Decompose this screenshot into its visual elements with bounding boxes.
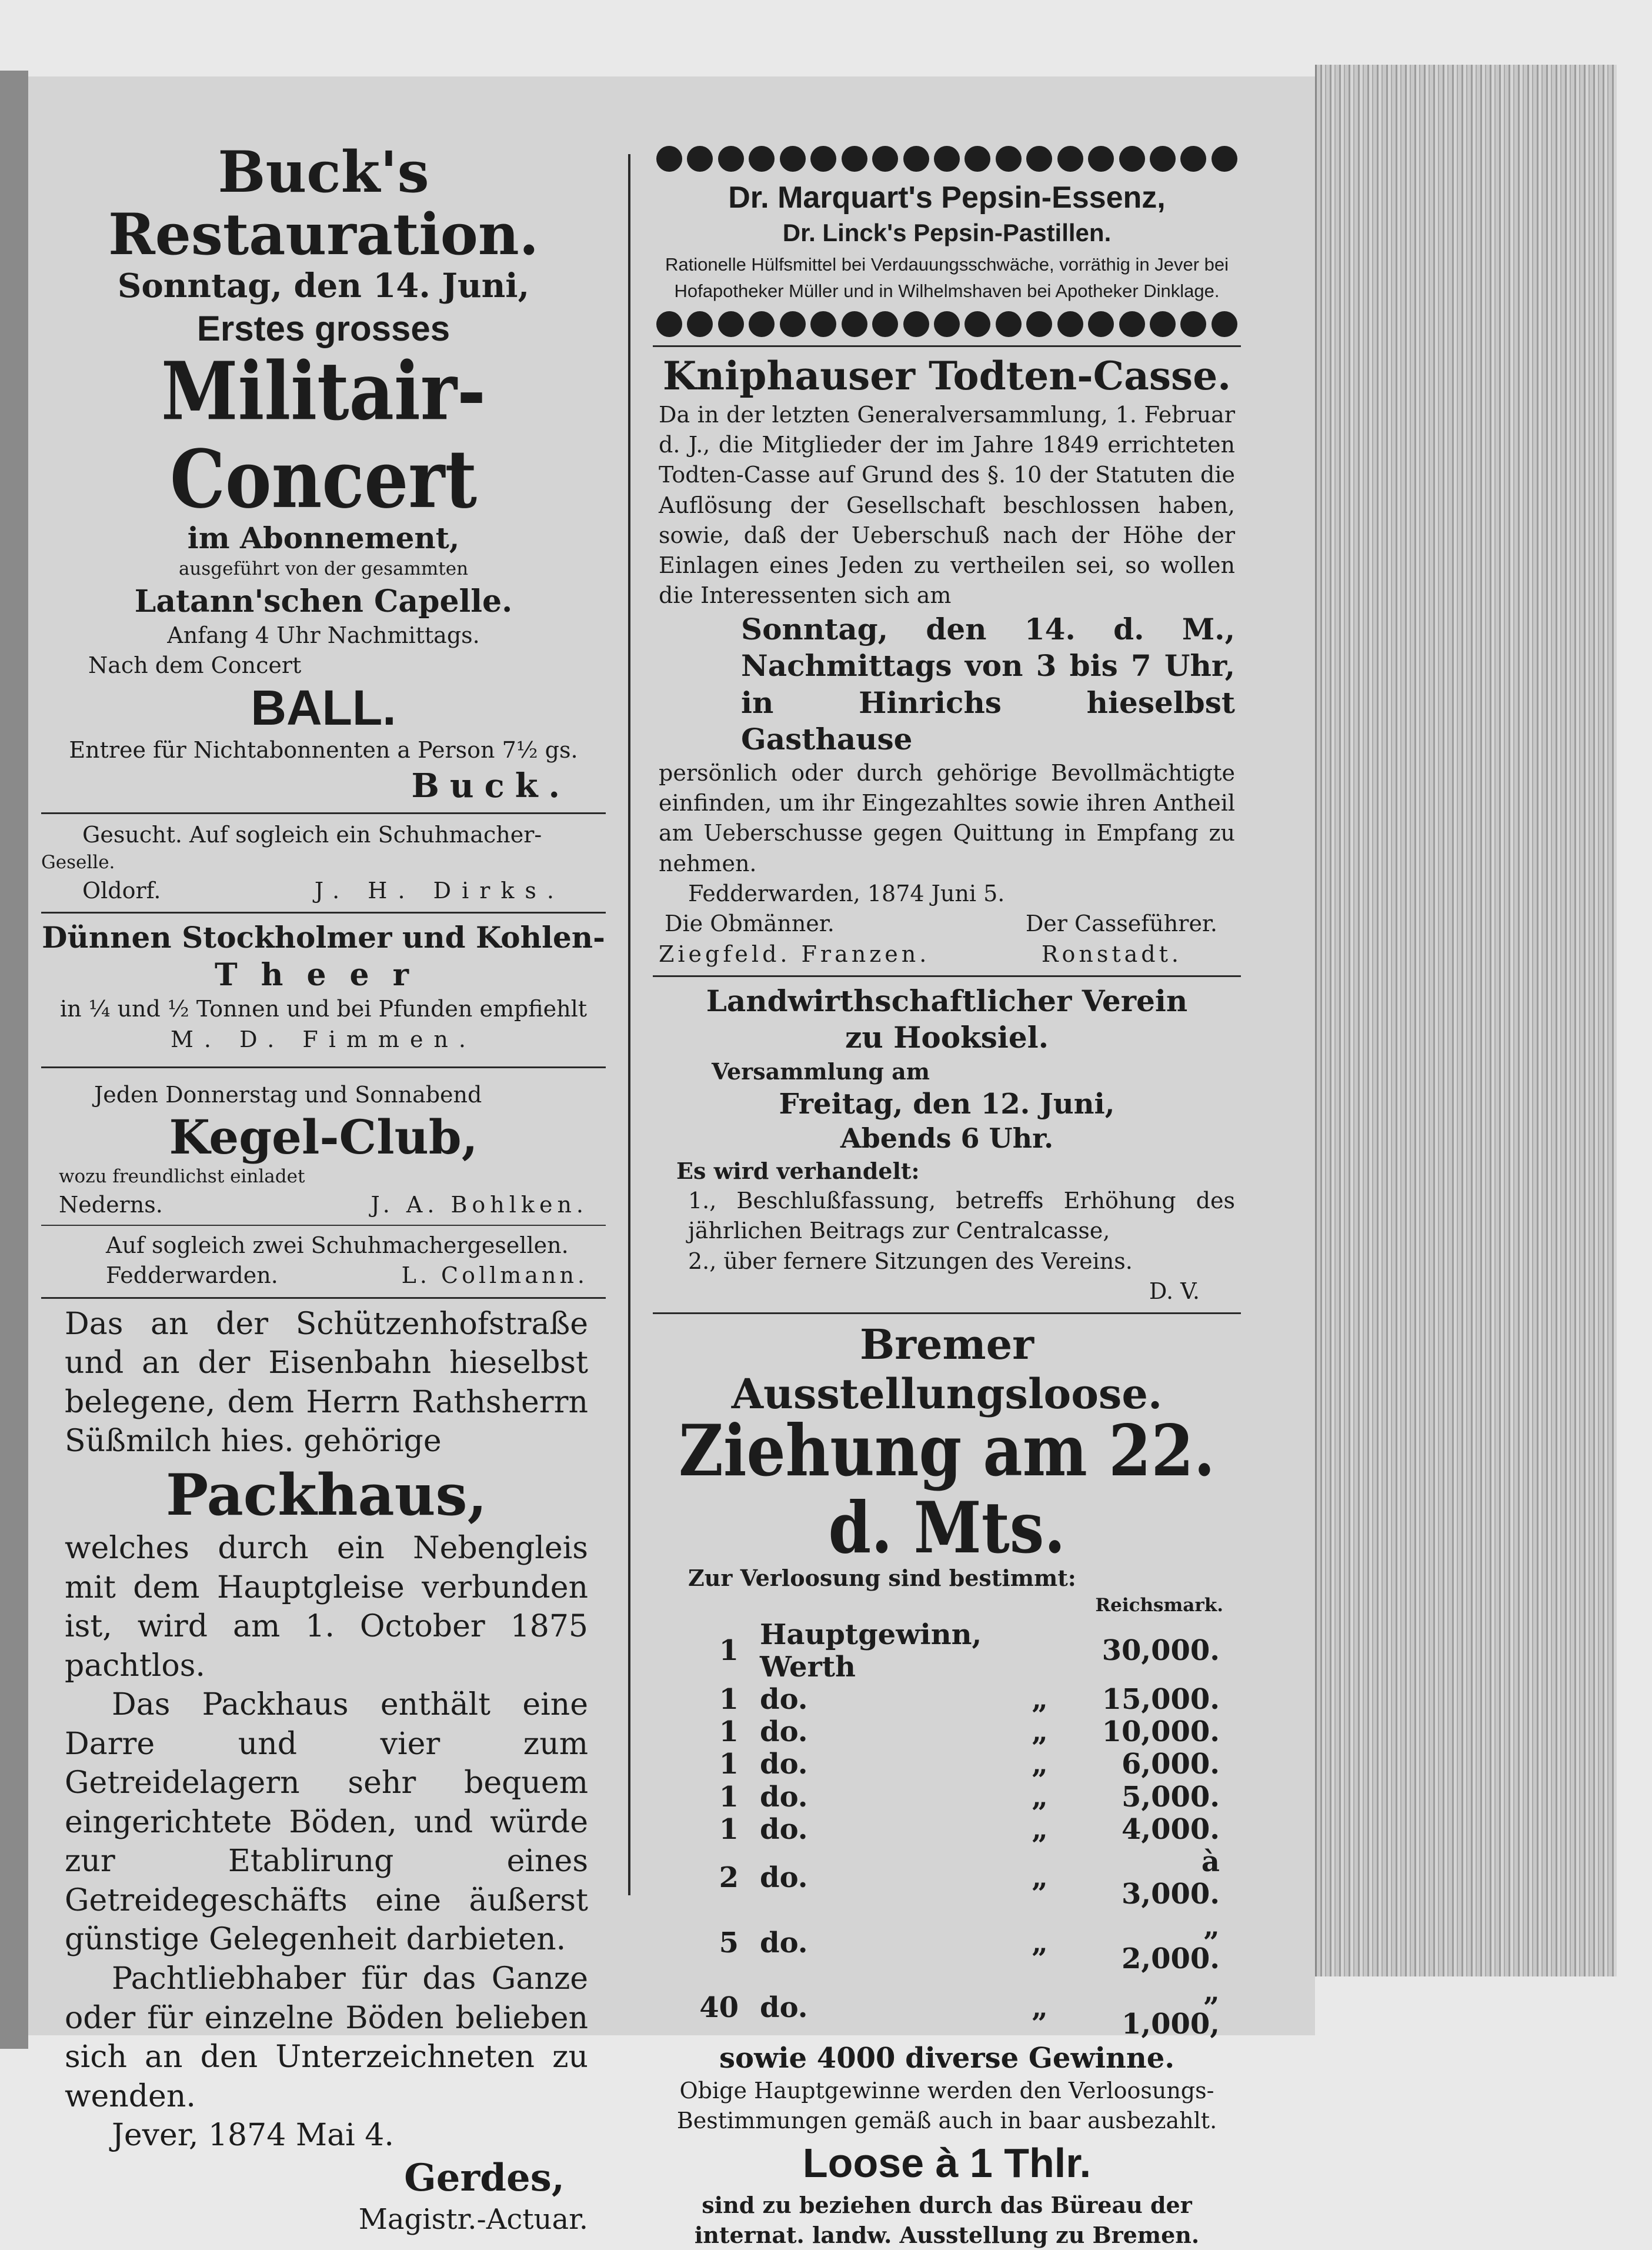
prize-amount: 30,000. bbox=[1102, 1634, 1220, 1668]
ornament-dot bbox=[718, 146, 744, 172]
ad-place: Oldorf. bbox=[82, 877, 161, 904]
ad-signature: Buck. bbox=[411, 766, 570, 805]
ad-subtitle: Erstes grosses bbox=[196, 309, 450, 349]
ad-time: Abends 6 Uhr. bbox=[840, 1122, 1054, 1155]
ornament-dot bbox=[749, 311, 775, 337]
prize-count: 1 bbox=[719, 1682, 739, 1716]
ornament-dot bbox=[872, 146, 898, 172]
ad-text: Versammlung am bbox=[712, 1058, 930, 1085]
ornament-dot bbox=[1150, 146, 1176, 172]
ad-headline: Dr. Marquart's Pepsin-Essenz, bbox=[728, 181, 1166, 215]
ad-text: Rationelle Hülfsmittel bei Verdauungsschwäche, vorräthig in Jever bei Hofapotheker Müller und in Wilhelmshaven bei Apotheker Dinklage. bbox=[665, 254, 1229, 301]
ditto-mark: „ bbox=[1032, 1682, 1048, 1716]
prize-count: 2 bbox=[719, 1861, 739, 1895]
ad-text: sowie 4000 diverse Gewinne. bbox=[719, 2042, 1175, 2075]
ornament-dot bbox=[1057, 146, 1083, 172]
table-row bbox=[663, 1619, 1230, 1684]
ad-signature: Ronstadt. bbox=[1041, 941, 1182, 967]
ad-currency: Reichsmark. bbox=[1095, 1595, 1223, 1616]
ad-date: Sonntag, den 14. Juni, bbox=[117, 266, 530, 306]
ad-bremer-loose bbox=[653, 1320, 1241, 2250]
ad-headline: Landwirthschaftlicher Verein bbox=[706, 983, 1188, 1018]
ad-role: Magistr.-Actuar. bbox=[358, 2202, 588, 2236]
ornament-dot bbox=[996, 146, 1022, 172]
ad-signature: Gerdes, bbox=[404, 2155, 565, 2200]
prize-amount: „ 1,000, bbox=[1121, 1975, 1220, 2041]
ad-ball: BALL. bbox=[251, 680, 396, 736]
ad-text: Das Packhaus enthält eine Darre und vier zum Getreidelagern sehr bequem eingerichtete Böden, und würde zur Etablirung eines Getreidegeschäfts eine äußerst günstige Gelegenheit darbieten. bbox=[65, 1687, 588, 1958]
ditto-mark: „ bbox=[1032, 1861, 1048, 1895]
ad-text: Jeden Donnerstag und Sonnabend bbox=[94, 1082, 482, 1108]
ad-todten-casse bbox=[653, 353, 1241, 969]
prize-count: 1 bbox=[719, 1780, 739, 1814]
ad-signature: M. D. Fimmen. bbox=[171, 1026, 476, 1052]
dot-border-bottom bbox=[656, 311, 1237, 339]
ad-text: welches durch ein Nebengleis mit dem Hauptgleise verbunden ist, wird am 1. October 1875 pachtlos. bbox=[65, 1530, 588, 1684]
ornament-dot bbox=[1026, 146, 1052, 172]
divider bbox=[41, 1066, 606, 1068]
ad-text: Latann'schen Capelle. bbox=[134, 583, 513, 619]
ad-text: Es wird verhandelt: bbox=[676, 1157, 920, 1184]
ad-gesucht bbox=[41, 820, 606, 906]
prize-amount: „ 2,000. bbox=[1121, 1910, 1220, 1976]
ad-item: 2., über fernere Sitzungen des Vereins. bbox=[688, 1248, 1133, 1274]
ad-headline: Packhaus, bbox=[165, 1461, 488, 1528]
prize-count: 40 bbox=[699, 1991, 739, 2025]
ad-text: ausgeführt von der gesammten bbox=[178, 558, 469, 580]
ad-role: Der Casseführer. bbox=[1025, 911, 1217, 937]
ad-packhaus bbox=[41, 1305, 606, 2238]
prize-description: do. bbox=[760, 1861, 808, 1895]
table-row bbox=[663, 1716, 1230, 1748]
ad-text: Zur Verloosung sind bestimmt: bbox=[688, 1564, 1076, 1591]
ad-text: Das an der Schützenhofstraße und an der Eisenbahn hieselbst belegene, dem Herrn Rathsherrn Süßmilch hies. gehörige bbox=[65, 1306, 588, 1459]
table-row bbox=[663, 1911, 1230, 1975]
table-row bbox=[663, 1781, 1230, 1814]
ad-text: persönlich oder durch gehörige Bevollmächtigte einfinden, um ihr Eingezahltes sowie ihren Antheil am Ueberschusse gegen Quittung in Empfang zu nehmen. bbox=[659, 759, 1235, 876]
ornament-dot bbox=[810, 146, 836, 172]
ornament-dot bbox=[903, 311, 929, 337]
table-row bbox=[663, 1684, 1230, 1716]
ornament-dot bbox=[687, 146, 713, 172]
ad-text: Gesucht. Auf sogleich ein Schuhmacher- bbox=[82, 821, 542, 848]
ad-signature: J. H. Dirks. bbox=[314, 877, 565, 904]
prize-amount: 6,000. bbox=[1121, 1748, 1220, 1781]
divider bbox=[653, 975, 1241, 977]
ad-headline: Kegel-Club, bbox=[169, 1109, 478, 1165]
ad-kegel-club bbox=[41, 1080, 606, 1220]
ornament-dot bbox=[1212, 311, 1237, 337]
ad-text: Pachtliebhaber für das Ganze oder für einzelne Böden belieben sich an den Unterzeichneten zu wenden. bbox=[65, 1961, 588, 2114]
ornament-dot bbox=[656, 146, 682, 172]
table-row bbox=[663, 1748, 1230, 1781]
column-divider bbox=[628, 154, 630, 1895]
ad-text: Entree für Nichtabonnenten a Person 7½ gs. bbox=[69, 736, 578, 763]
ornament-dot bbox=[810, 311, 836, 337]
ad-text: Obige Hauptgewinne werden den Verloosungs-Bestimmungen gemäß auch in baar ausbezahlt. bbox=[676, 2078, 1217, 2134]
ditto-mark bbox=[994, 1619, 1086, 1684]
table-row bbox=[663, 1976, 1230, 2041]
ornament-dot bbox=[1088, 311, 1114, 337]
ad-place: Fedderwarden. bbox=[106, 1262, 278, 1289]
left-column bbox=[41, 141, 606, 2238]
ornament-dot bbox=[842, 311, 867, 337]
divider bbox=[653, 345, 1241, 347]
prize-description: do. bbox=[760, 1991, 808, 2025]
ad-date: Fedderwarden, 1874 Juni 5. bbox=[688, 880, 1005, 906]
ad-title: Buck's Restauration. bbox=[108, 139, 539, 268]
ditto-mark: „ bbox=[1032, 1991, 1048, 2025]
prize-description: do. bbox=[760, 1812, 808, 1846]
ad-text: sind zu beziehen durch das Büreau der internat. landw. Ausstellung zu Bremen. bbox=[694, 2191, 1200, 2248]
ad-schuhmacher bbox=[41, 1231, 606, 1291]
ad-signature: L. Collmann. bbox=[401, 1262, 588, 1289]
ornament-dot bbox=[842, 146, 867, 172]
ad-date: Jever, 1874 Mai 4. bbox=[112, 2118, 394, 2154]
ditto-mark: „ bbox=[1032, 1926, 1048, 1959]
divider bbox=[41, 1297, 606, 1299]
book-page-edges bbox=[1315, 65, 1617, 1976]
ad-text: Sonntag, den 14. d. M., Nachmittags von 3 bis 7 Uhr, in Hinrichs hieselbst Gasthause bbox=[741, 611, 1235, 757]
ornament-dot bbox=[1212, 146, 1237, 172]
table-row bbox=[663, 1814, 1230, 1846]
divider bbox=[41, 912, 606, 914]
ditto-mark: „ bbox=[1032, 1780, 1048, 1814]
prize-amount: 4,000. bbox=[1121, 1812, 1220, 1846]
ad-price: Loose à 1 Thlr. bbox=[802, 2139, 1092, 2186]
ad-signature: J. A. Bohlken. bbox=[371, 1191, 588, 1218]
ad-text: Theer bbox=[214, 957, 433, 994]
ad-signature: D. V. bbox=[1149, 1278, 1200, 1304]
ad-theer bbox=[41, 919, 606, 1055]
prize-description: do. bbox=[760, 1748, 808, 1781]
ad-headline: Dr. Linck's Pepsin-Pastillen. bbox=[782, 219, 1112, 246]
prize-amount: 10,000. bbox=[1102, 1715, 1220, 1749]
prize-count: 1 bbox=[719, 1715, 739, 1749]
ditto-mark: „ bbox=[1032, 1748, 1048, 1781]
ornament-dot bbox=[1180, 311, 1206, 337]
ad-text: Auf sogleich zwei Schuhmachergesellen. bbox=[106, 1232, 569, 1259]
ornament-dot bbox=[656, 311, 682, 337]
ornament-dot bbox=[1150, 311, 1176, 337]
ornament-dot bbox=[934, 311, 960, 337]
ad-headline: Ziehung am 22. d. Mts. bbox=[679, 1409, 1215, 1570]
ornament-dot bbox=[872, 311, 898, 337]
right-column bbox=[653, 141, 1241, 2250]
ornament-dot bbox=[687, 311, 713, 337]
ornament-dot bbox=[964, 311, 990, 337]
ad-text: Geselle. bbox=[41, 852, 115, 874]
ornament-dot bbox=[1057, 311, 1083, 337]
ad-headline: Kniphauser Todten-Casse. bbox=[662, 353, 1232, 399]
prize-description: do. bbox=[760, 1926, 808, 1959]
ad-item: 1., Beschlußfassung, betreffs Erhöhung des jährlichen Beitrags zur Centralcasse, bbox=[688, 1187, 1235, 1244]
prize-count: 5 bbox=[719, 1926, 739, 1959]
ornament-dot bbox=[1180, 146, 1206, 172]
ornament-dot bbox=[996, 311, 1022, 337]
ad-text: Anfang 4 Uhr Nachmittags. bbox=[167, 622, 480, 648]
ad-headline: Militair-Concert bbox=[161, 344, 486, 526]
prize-amount: 15,000. bbox=[1102, 1682, 1220, 1716]
ornament-dot bbox=[780, 311, 806, 337]
prize-description: do. bbox=[760, 1715, 808, 1749]
ditto-mark: „ bbox=[1032, 1715, 1048, 1749]
divider bbox=[41, 812, 606, 814]
ad-pepsin bbox=[653, 146, 1241, 339]
ditto-mark: „ bbox=[1032, 1812, 1048, 1846]
ad-place: Nederns. bbox=[59, 1191, 163, 1218]
prize-count: 1 bbox=[719, 1748, 739, 1781]
ad-landw-verein bbox=[653, 983, 1241, 1306]
divider bbox=[653, 1312, 1241, 1314]
prize-description: Hauptgewinn, Werth bbox=[760, 1618, 982, 1684]
ad-headline: Bremer Ausstellungsloose. bbox=[731, 1320, 1163, 1419]
book-gutter bbox=[0, 71, 28, 2049]
ornament-dot bbox=[964, 146, 990, 172]
ad-role: Die Obmänner. bbox=[665, 911, 835, 937]
prize-amount: 5,000. bbox=[1121, 1780, 1220, 1814]
ornament-dot bbox=[1119, 146, 1145, 172]
ad-date: Freitag, den 12. Juni, bbox=[779, 1088, 1115, 1121]
ornament-dot bbox=[903, 146, 929, 172]
ad-headline: zu Hooksiel. bbox=[845, 1020, 1049, 1055]
ornament-dot bbox=[1026, 311, 1052, 337]
dot-border-top bbox=[656, 146, 1237, 174]
prize-count: 1 bbox=[719, 1812, 739, 1846]
prize-description: do. bbox=[760, 1780, 808, 1814]
ad-buck-restauration bbox=[41, 141, 606, 806]
prize-amount: à 3,000. bbox=[1121, 1845, 1220, 1911]
ornament-dot bbox=[1088, 146, 1114, 172]
prize-count: 1 bbox=[719, 1634, 739, 1668]
ad-text: wozu freundlichst einladet bbox=[59, 1166, 305, 1188]
ornament-dot bbox=[780, 146, 806, 172]
table-row bbox=[663, 1846, 1230, 1911]
divider bbox=[41, 1225, 606, 1226]
ornament-dot bbox=[749, 146, 775, 172]
prize-table bbox=[663, 1619, 1230, 2041]
ornament-dot bbox=[934, 146, 960, 172]
ad-signature: Ziegfeld. Franzen. bbox=[659, 941, 930, 967]
ornament-dot bbox=[1119, 311, 1145, 337]
ad-text: Nach dem Concert bbox=[88, 652, 302, 678]
ornament-dot bbox=[718, 311, 744, 337]
ad-text: im Abonnement, bbox=[187, 520, 460, 555]
ad-text: Dünnen Stockholmer und Kohlen- bbox=[42, 919, 605, 955]
prize-description: do. bbox=[760, 1682, 808, 1716]
ad-text: Da in der letzten Generalversammlung, 1. Februar d. J., die Mitglieder der im Jahre 1849 errichteten Todten-Casse auf Grund des §. 10 der Statuten die Auflösung der Gesellschaft beschlossen haben, sowie, daß der Ueberschuß nach der Höhe der Einlagen eines Jeden zu vertheilen sei, so wollen die Interessenten sich am bbox=[659, 401, 1235, 609]
ad-text: in ¼ und ½ Tonnen und bei Pfunden empfiehlt bbox=[59, 996, 588, 1022]
